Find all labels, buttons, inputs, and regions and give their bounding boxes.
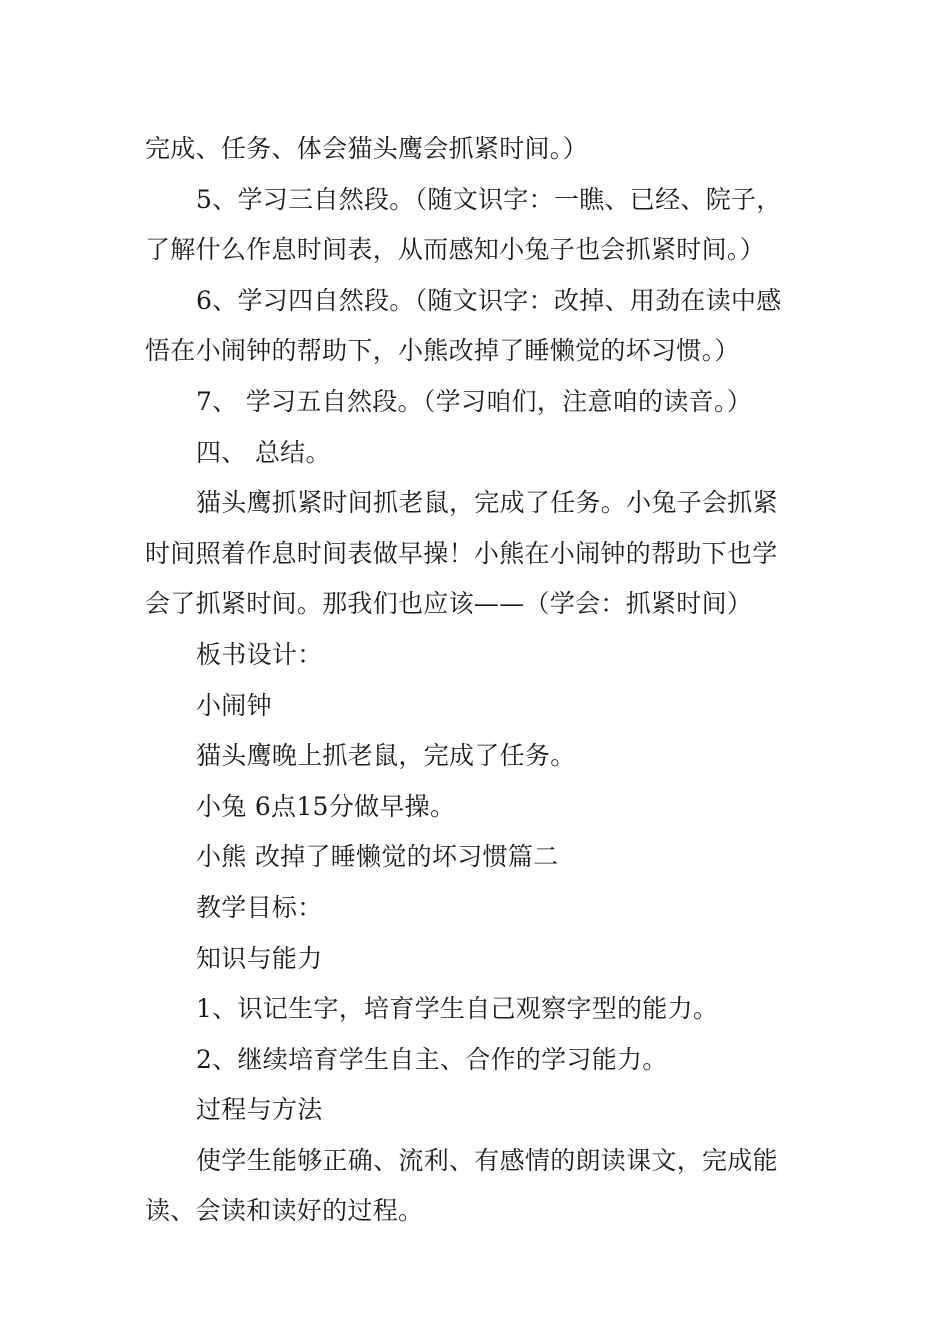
section-heading: 过程与方法 (196, 1095, 323, 1125)
text-line: 5、学习三自然段。（随文识字：一瞧、已经、院子， (196, 184, 782, 214)
text-line: 7、 学习五自然段。（学习咱们，注意咱的读音。） (196, 386, 753, 416)
text-line: 时间照着作息时间表做早操！小熊在小闹钟的帮助下也学 (145, 538, 778, 568)
text-line: 悟在小闹钟的帮助下，小熊改掉了睡懒觉的坏习惯。） (145, 336, 740, 366)
text-line: 小兔 6点15分做早操。 (196, 791, 456, 821)
text-line: 使学生能够正确、流利、有感情的朗读课文，完成能 (196, 1145, 778, 1175)
document-body (145, 124, 810, 1237)
section-heading: 板书设计： (196, 639, 323, 669)
text-line: 猫头鹰抓紧时间抓老鼠，完成了任务。小兔子会抓紧 (196, 488, 778, 518)
section-heading: 教学目标： (196, 892, 323, 922)
text-line: 猫头鹰晚上抓老鼠，完成了任务。 (196, 741, 576, 771)
text-line: 读、会读和读好的过程。 (145, 1196, 424, 1226)
text-line: 小闹钟 (196, 690, 272, 720)
text-line: 小熊 改掉了睡懒觉的坏习惯篇二 (196, 842, 559, 872)
section-heading: 知识与能力 (196, 943, 323, 973)
text-line: 完成、任务、体会猫头鹰会抓紧时间。） (145, 134, 588, 163)
text-line: 1、识记生字，培育学生自己观察字型的能力。 (196, 994, 719, 1024)
section-heading: 四、 总结。 (196, 437, 331, 467)
text-line: 会了抓紧时间。那我们也应该——（学会：抓紧时间） (145, 589, 753, 619)
text-line: 2、继续培育学生自主、合作的学习能力。 (196, 1044, 668, 1074)
text-line: 了解什么作息时间表，从而感知小兔子也会抓紧时间。） (145, 235, 766, 265)
text-line: 6、学习四自然段。（随文识字：改掉、用劲在读中感 (196, 285, 782, 315)
